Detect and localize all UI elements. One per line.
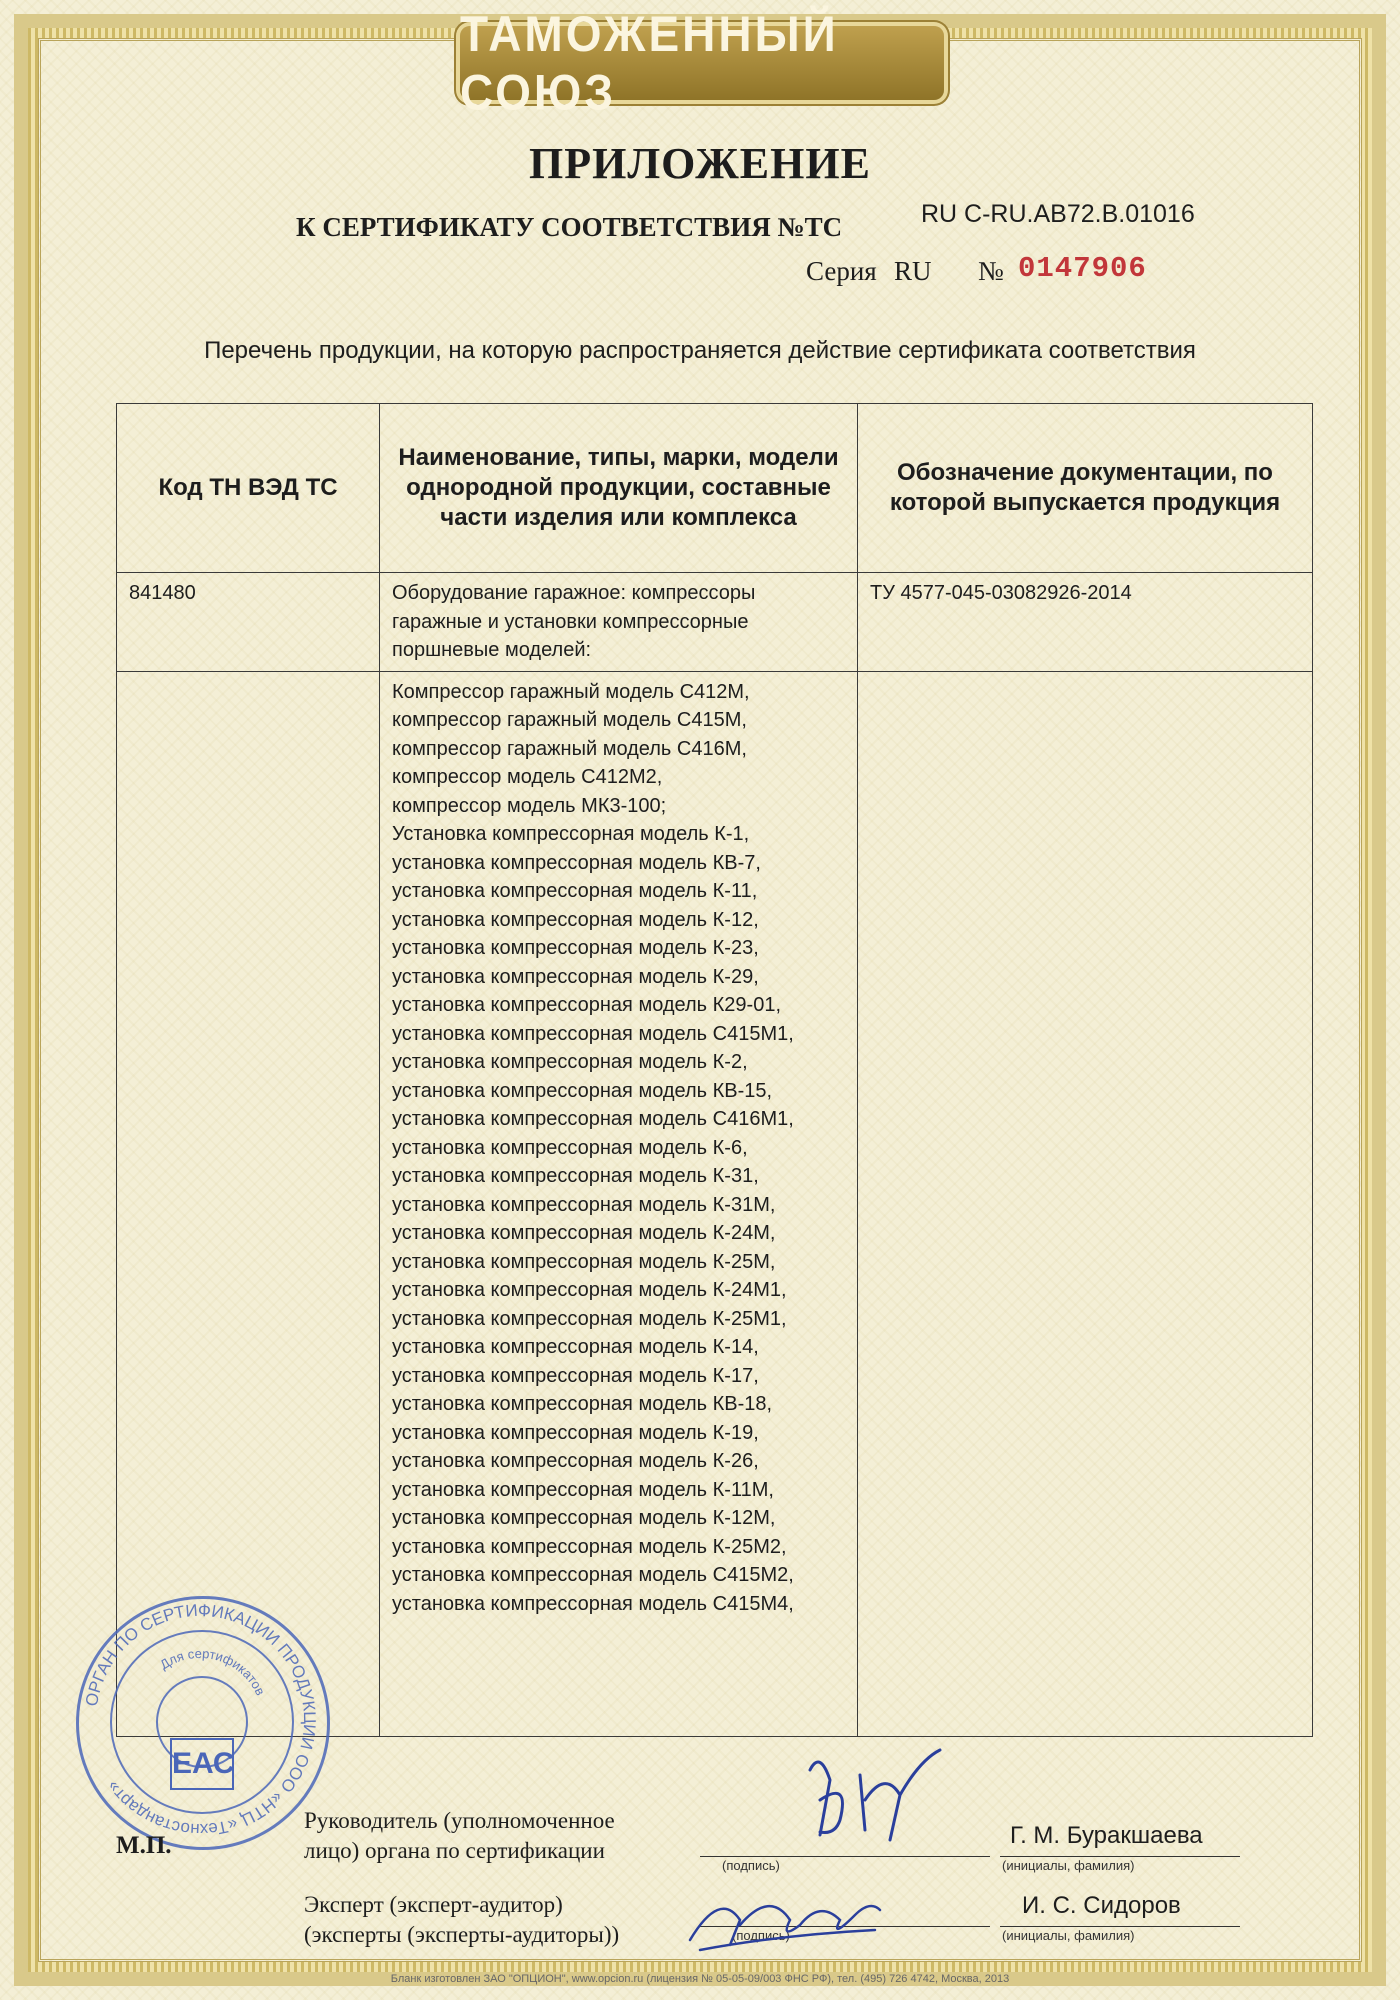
- header-documentation: Обозначение документации, по которой выпускается продукция: [858, 404, 1313, 573]
- list-item: установка компрессорная модель К-23,: [392, 937, 759, 959]
- list-item: установка компрессорная модель К-19,: [392, 1421, 759, 1444]
- eac-mark: ЕАС: [170, 1738, 234, 1790]
- expert-initials-caption: (инициалы, фамилия): [1002, 1928, 1135, 1943]
- list-item: установка компрессорная модель С415М1,: [392, 1022, 794, 1045]
- head-signature-graphic: [790, 1740, 960, 1850]
- cell-documentation: ТУ 4577-045-03082926-2014: [858, 573, 1313, 672]
- list-item: установка компрессорная модель К-29,: [392, 965, 759, 988]
- list-item: установка компрессорная модель КВ-18,: [392, 1393, 773, 1415]
- list-item: установка компрессорная модель КВ-15,: [392, 1079, 773, 1102]
- list-item: Установка компрессорная модель К-1,: [392, 823, 750, 845]
- expert-name-line: [1000, 1926, 1240, 1927]
- list-item: компрессор гаражный модель С416М,: [392, 737, 747, 760]
- product-table: [116, 403, 1313, 1737]
- number-label: №: [978, 256, 1004, 286]
- list-item: установка компрессорная модель К-24М1,: [392, 1279, 787, 1301]
- list-item: установка компрессорная модель К-12М,: [392, 1507, 776, 1529]
- table-row: [117, 573, 1313, 672]
- cell-code: 841480: [117, 573, 380, 672]
- list-item: установка компрессорная модель К-25М,: [392, 1250, 776, 1273]
- list-item: установка компрессорная модель К29-01,: [392, 994, 782, 1016]
- list-item: установка компрессорная модель К-11,: [392, 880, 758, 902]
- head-initials-caption: (инициалы, фамилия): [1002, 1858, 1135, 1873]
- list-item: установка компрессорная модель К-25М1,: [392, 1307, 787, 1330]
- document-title: ПРИЛОЖЕНИЕ: [529, 139, 871, 188]
- table-header-row: [117, 404, 1313, 573]
- expert-signature-graphic: [680, 1880, 890, 1960]
- list-item: установка компрессорная модель К-6,: [392, 1136, 748, 1159]
- header-code: Код ТН ВЭД ТС: [117, 404, 380, 573]
- series-value: RU: [894, 256, 932, 286]
- svg-text:Для сертификатов: Для сертификатов: [157, 1645, 269, 1698]
- head-signatory-label: Руководитель (уполномоченное лицо) органа по сертификации: [304, 1808, 615, 1863]
- head-signature-line: [700, 1856, 990, 1857]
- list-item: установка компрессорная модель К-17,: [392, 1364, 759, 1387]
- blank-footer: Бланк изготовлен ЗАО "ОПЦИОН", www.opcion.ru (лицензия № 05-05-09/003 ФНС РФ), тел. (495) 726 4742, Москва, 2013: [390, 1973, 1010, 1985]
- head-name: Г. М. Буракшаева: [1010, 1822, 1203, 1849]
- list-item: установка компрессорная модель КВ-7,: [392, 851, 761, 874]
- cell-empty: [117, 671, 380, 1736]
- list-item: компрессор модель МК3-100;: [392, 794, 667, 817]
- list-item: установка компрессорная модель К-25М2,: [392, 1535, 787, 1558]
- banner-text: ТАМОЖЕННЫЙ СОЮЗ: [460, 5, 839, 121]
- list-item: установка компрессорная модель К-2,: [392, 1051, 748, 1073]
- head-sign-caption: (подпись): [722, 1858, 780, 1873]
- series-label: Серия: [806, 256, 877, 286]
- seal-ring-text: [76, 1596, 324, 1844]
- expert-sign-caption: (подпись): [732, 1928, 790, 1943]
- head-name-line: [1000, 1856, 1240, 1857]
- list-item: установка компрессорная модель К-11М,: [392, 1478, 774, 1501]
- list-item: компрессор модель С412М2,: [392, 766, 663, 788]
- list-item: установка компрессорная модель С416М1,: [392, 1108, 794, 1130]
- blank-serial-number: 0147906: [1018, 252, 1147, 285]
- cell-product-name: Оборудование гаражное: компрессоры гаражные и установки компрессорные поршневые моделей:: [380, 573, 858, 672]
- table-row: [117, 671, 1313, 1736]
- list-item: Компрессор гаражный модель С412М,: [392, 680, 750, 703]
- list-item: установка компрессорная модель С415М2,: [392, 1564, 794, 1586]
- list-item: установка компрессорная модель К-12,: [392, 908, 759, 931]
- document-subtitle: К СЕРТИФИКАТУ СООТВЕТСТВИЯ №ТС: [296, 212, 843, 242]
- list-item: установка компрессорная модель К-31,: [392, 1165, 759, 1187]
- expert-name: И. С. Сидоров: [1022, 1892, 1181, 1919]
- cell-model-list: [380, 671, 858, 1736]
- list-item: установка компрессорная модель К-31М,: [392, 1193, 776, 1216]
- list-item: установка компрессорная модель К-14,: [392, 1336, 759, 1358]
- certificate-number: RU C-RU.AB72.B.01016: [921, 200, 1195, 228]
- list-item: компрессор гаражный модель С415М,: [392, 709, 747, 731]
- seal-place-label: М.П.: [116, 1832, 172, 1859]
- list-item: установка компрессорная модель К-26,: [392, 1450, 759, 1472]
- list-item: установка компрессорная модель С415М4,: [392, 1592, 794, 1615]
- cell-empty: [858, 671, 1313, 1736]
- product-list-intro: Перечень продукции, на которую распространяется действие сертификата соответствия: [204, 337, 1196, 364]
- svg-text:ОРГАН ПО СЕРТИФИКАЦИИ ПРОДУКЦИ: ОРГАН ПО СЕРТИФИКАЦИИ ПРОДУКЦИИ ООО «НТЦ «Техностандарт»: [81, 1600, 320, 1840]
- customs-union-banner: [460, 5, 944, 121]
- expert-signatory-label: Эксперт (эксперт-аудитор) (эксперты (эксперты-аудиторы)): [304, 1892, 620, 1947]
- list-item: установка компрессорная модель К-24М,: [392, 1222, 776, 1244]
- header-product-name: Наименование, типы, марки, модели однородной продукции, составные части изделия или комплекса: [380, 404, 858, 573]
